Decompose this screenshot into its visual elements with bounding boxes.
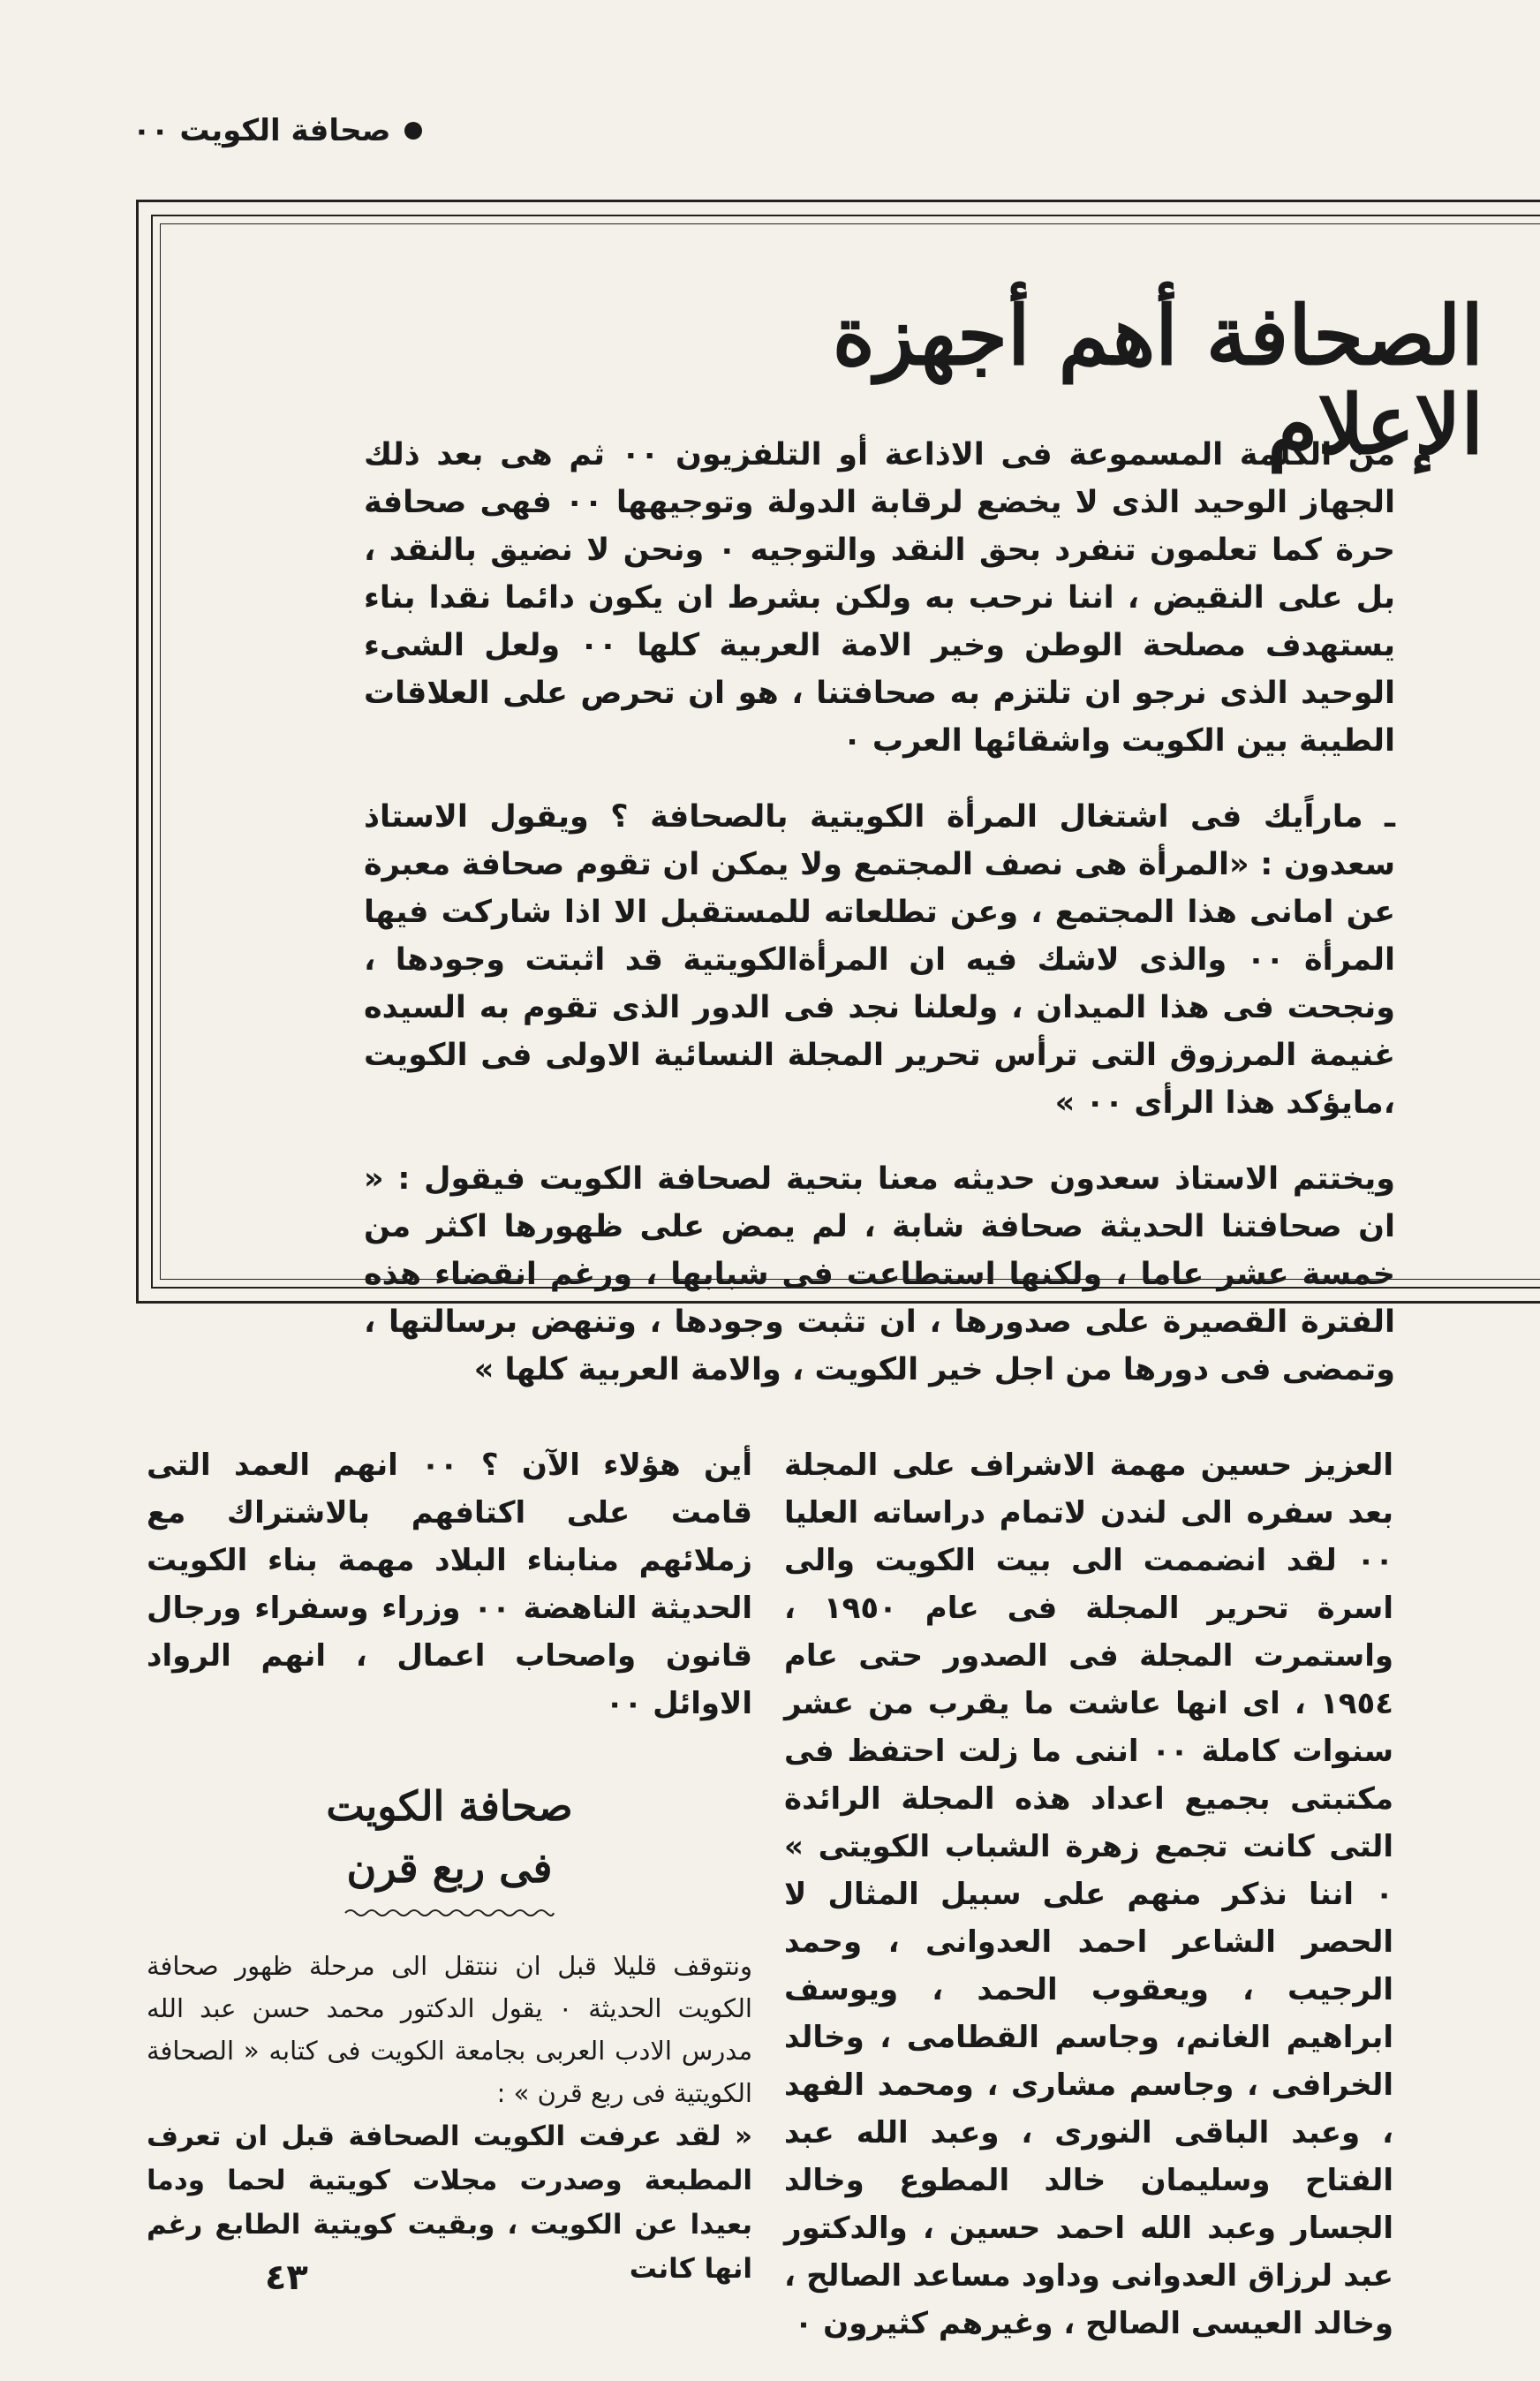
running-title: صحافة الكويت ٠٠ bbox=[132, 113, 391, 148]
feature-paragraph: ـ ماراًيك فى اشتغال المرأة الكويتية بالصحافة ؟ ويقول الاستاذ سعدون : «المرأة هى نصف المجتمع ولا يمكن ان تقوم صحافة معبرة عن امانى هذا المجتمع ، وعن تطلعاته للمستقبل الا اذا شاركت فيها المرأة ٠٠ والذى لاشك فيه ان المرأةالكويتية قد اثبتت وجودها ، ونجحت فى هذا الميدان ، ولعلنا نجد فى الدور الذى تقوم به السيده غنيمة المرزوق التى ترأس تحرير المجلة النسائية الاولى فى الكويت ،مايؤكد هذا الرأى ٠٠ » bbox=[364, 799, 1395, 1121]
left-column bbox=[147, 1441, 752, 2291]
page-number: ٤٣ bbox=[265, 2257, 308, 2298]
feature-headline: الصحافة أهم أجهزة الإعلام bbox=[832, 288, 1483, 473]
left-column-quote: « لقد عرفت الكويت الصحافة قبل ان تعرف المطبعة وصدرت مجلات كويتية لحما ودما بعيدا عن الكويت ، وبقيت كويتية الطابع رغم انها كانت bbox=[147, 2120, 752, 2285]
right-column-text: العزيز حسين مهمة الاشراف على المجلة بعد سفره الى لندن لاتمام دراساته العليا ٠٠ لقد انضممت الى بيت الكويت والى اسرة تحرير المجلة فى عام ١٩٥٠ ، واستمرت المجلة فى الصدور حتى عام ١٩٥٤ ، اى انها عاشت ما يقرب من عشر سنوات كاملة ٠٠ اننى ما زلت احتفظ فى مكتبتى بجميع اعداد هذه المجلة الرائدة التى كانت تجمع زهرة الشباب الكويتى » ٠ اننا نذكر منهم على سبيل المثال لا الحصر الشاعر احمد العدوانى ، وحمد الرجيب ، ويعقوب الحمد ، ويوسف ابراهيم الغانم، وجاسم القطامى ، وخالد الخرافى ، وجاسم مشارى ، ومحمد الفهد ، وعبد الباقى النورى ، وعبد الله عبد الفتاح وسليمان خالد المطوع وخالد الجسار وعبد الله احمد حسين ، والدكتور عبد لرزاق العدوانى وداود مساعد الصالح ، وخالد العيسى الصالح ، وغيرهم كثيرون ٠ bbox=[784, 1447, 1394, 2341]
left-column-body: ونتوقف قليلا قبل ان ننتقل الى مرحلة ظهور صحافة الكويت الحديثة ٠ يقول الدكتور محمد حسن عبد الله مدرس الادب العربى بجامعة الكويت فى كتابه « الصحافة الكويتية فى ربع قرن » : bbox=[147, 1951, 752, 2108]
subhead-line-2: فى ربع قرن bbox=[346, 1844, 553, 1892]
right-column bbox=[784, 1441, 1393, 2347]
wavy-divider-icon bbox=[343, 1906, 555, 1920]
running-header bbox=[132, 113, 422, 148]
feature-body bbox=[364, 431, 1395, 1422]
bullet-icon bbox=[404, 122, 422, 140]
left-column-lead: أين هؤلاء الآن ؟ ٠٠ انهم العمد التى قامت على اكتافهم بالاشتراك مع زملائهم منابناء البلاد مهمة بناء الكويت الحديثة الناهضة ٠٠ وزراء وسفراء ورجال قانون واصحاب اعمال ، انهم الرواد الاوائل ٠٠ bbox=[147, 1447, 752, 1721]
feature-paragraph: من الكلمة المسموعة فى الاذاعة أو التلفزيون ٠٠ ثم هى بعد ذلك الجهاز الوحيد الذى لا يخضع لرقابة الدولة وتوجيهها ٠٠ فهى صحافة حرة كما تعلمون تنفرد بحق النقد والتوجيه ٠ ونحن لا نضيق بالنقد ، بل على النقيض ، اننا نرحب به ولكن بشرط ان يكون دائما نقدا بناء يستهدف مصلحة الوطن وخير الامة العربية كلها ٠٠ ولعل الشىء الوحيد الذى نرجو ان تلتزم به صحافتنا ، هو ان تحرص على العلاقات الطيبة بين الكويت واشقائها العرب ٠ bbox=[364, 437, 1396, 759]
section-subhead bbox=[147, 1775, 752, 1899]
subhead-line-1: صحافة الكويت bbox=[326, 1782, 573, 1830]
feature-paragraph: ويختتم الاستاذ سعدون حديثه معنا بتحية لصحافة الكويت فيقول : « ان صحافتنا الحديثة صحافة شابة ، لم يمض على ظهورها اكثر من خمسة عشر عاما ، ولكنها استطاعت فى شبابها ، ورغم انقضاء هذه الفترة القصيرة على صدورها ، ان تثبت وجودها ، وتنهض برسالتها ، وتمضى فى دورها من اجل خير الكويت ، والامة العربية كلها » bbox=[364, 1161, 1395, 1387]
